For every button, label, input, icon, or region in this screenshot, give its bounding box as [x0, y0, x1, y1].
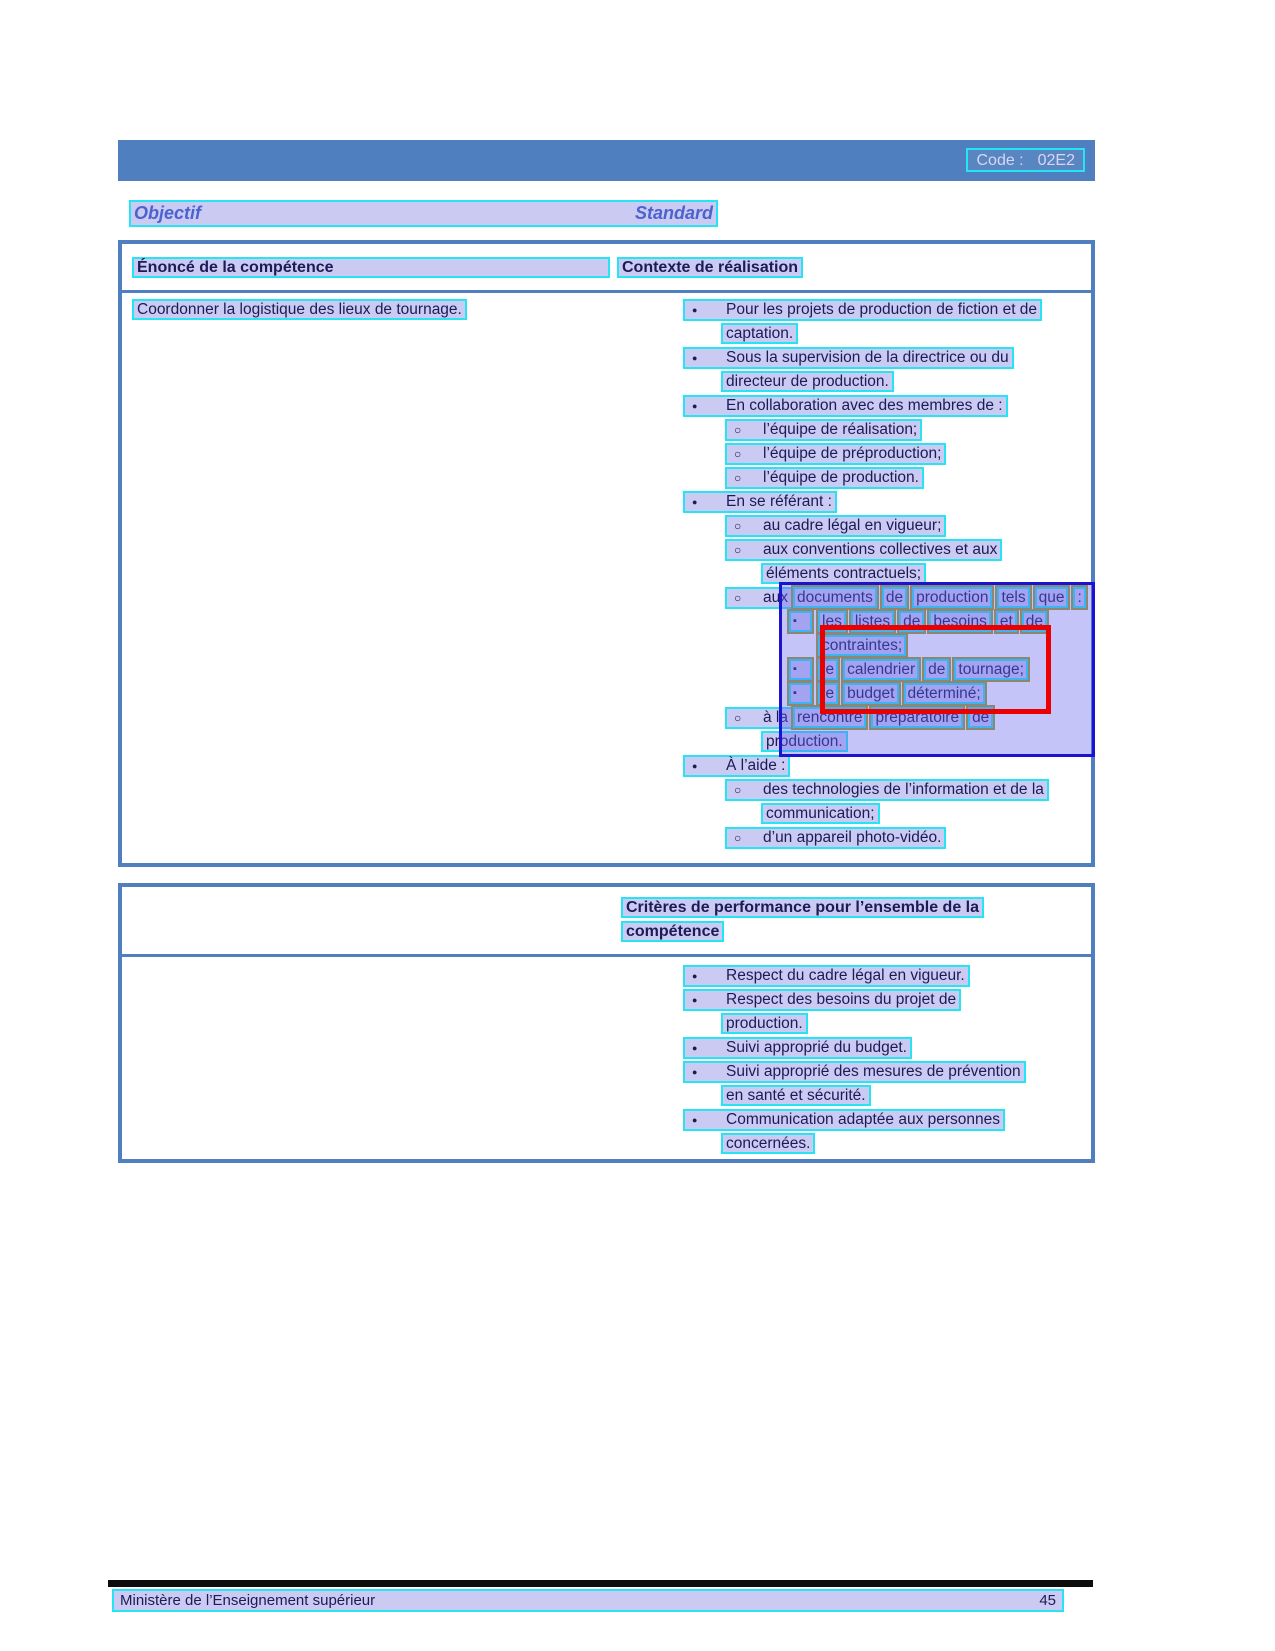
text-line — [617, 827, 1091, 851]
criteria-header-line2 — [621, 921, 984, 945]
title-standard: Standard — [634, 203, 713, 223]
code-label: Code : — [976, 152, 1024, 169]
text-line — [617, 611, 1091, 635]
ocr-line-box: communication; — [761, 803, 880, 824]
text-line — [617, 1133, 1091, 1157]
ocr-line-box: concernées. — [721, 1133, 815, 1154]
ocr-word-box: de — [968, 707, 993, 728]
bullet-disc-icon: ● — [692, 1067, 698, 1077]
bullet-disc-icon: ● — [692, 401, 698, 411]
text-line — [617, 659, 1091, 683]
footer-band — [112, 1589, 1064, 1612]
bullet-circle-icon: ○ — [734, 831, 742, 845]
bullet-circle-icon: ○ — [734, 783, 742, 797]
ocr-line-box: ○ au cadre légal en vigueur; — [725, 515, 946, 537]
criteria-header-text2: compétence — [621, 921, 724, 942]
text-line — [617, 635, 1091, 659]
bullet-disc-icon: ● — [692, 995, 698, 1005]
text-line — [617, 731, 1091, 755]
table1-header-left — [122, 257, 617, 278]
bullet-disc-icon: ● — [692, 497, 698, 507]
ocr-line-box: ○ aux conventions collectives et aux — [725, 539, 1002, 561]
context-list — [617, 299, 1091, 851]
bullet-square-icon: ▪ — [789, 659, 812, 680]
ocr-line-box: ● Pour les projets de production de fiction et de — [683, 299, 1042, 321]
ocr-line-box: production. — [761, 731, 848, 752]
ocr-line-box: ○ aux — [725, 587, 793, 609]
text-line — [617, 515, 1091, 539]
ocr-line-box: en santé et sécurité. — [721, 1085, 871, 1106]
ocr-word-box: calendrier — [843, 659, 919, 680]
ocr-line-box: ○ l’équipe de production. — [725, 467, 924, 489]
ocr-word-box: production — [912, 587, 992, 608]
bullet-square-icon: ▪ — [789, 611, 812, 632]
table1-body — [122, 293, 1091, 851]
ocr-word-box: besoins — [929, 611, 990, 632]
ocr-line-box: ○ l’équipe de réalisation; — [725, 419, 922, 441]
text-line — [617, 467, 1091, 491]
criteria-cell — [617, 965, 1091, 1157]
ocr-line-box: ○ des technologies de l’information et de la — [725, 779, 1049, 801]
header-contexte: Contexte de réalisation — [617, 257, 803, 278]
ocr-line-box: ● Suivi approprié des mesures de prévention — [683, 1061, 1026, 1083]
table1-header-right — [617, 257, 1091, 278]
criteria-header-text1: Critères de performance pour l’ensemble de la — [621, 897, 984, 918]
table2-header-row — [122, 887, 1091, 957]
bullet-circle-icon: ○ — [734, 471, 742, 485]
bullet-circle-icon: ○ — [734, 519, 742, 533]
bullet-circle-icon: ○ — [734, 423, 742, 437]
bullet-circle-icon: ○ — [734, 711, 742, 725]
ocr-word-box: rencontre — [793, 707, 866, 728]
ocr-word-box: documents — [793, 587, 877, 608]
footer-rule — [108, 1580, 1093, 1587]
text-line — [617, 1061, 1091, 1085]
ocr-line-box: ● Respect du cadre légal en vigueur. — [683, 965, 970, 987]
ocr-line-box: ○ d’un appareil photo-vidéo. — [725, 827, 946, 849]
title-objectif: Objectif — [134, 203, 202, 223]
text-line — [617, 707, 1091, 731]
ocr-line-box: ○ l’équipe de préproduction; — [725, 443, 946, 465]
ocr-line-box: ● Suivi approprié du budget. — [683, 1037, 912, 1059]
bullet-circle-icon: ○ — [734, 447, 742, 461]
text-line — [617, 395, 1091, 419]
text-line — [617, 1085, 1091, 1109]
ocr-word-box: le — [818, 659, 838, 680]
text-line — [617, 755, 1091, 779]
code-box — [966, 148, 1085, 172]
ocr-line-box: éléments contractuels; — [761, 563, 926, 584]
code-value: 02E2 — [1037, 152, 1075, 169]
table1-header-row — [122, 244, 1091, 293]
criteria-table — [118, 883, 1095, 1163]
ocr-line-box: captation. — [721, 323, 798, 344]
text-line — [617, 965, 1091, 989]
text-line — [617, 989, 1091, 1013]
criteria-header-line1 — [621, 897, 984, 921]
footer-ministry: Ministère de l’Enseignement supérieur — [120, 1592, 376, 1609]
ocr-word-box: le — [818, 683, 838, 704]
bullet-disc-icon: ● — [692, 1115, 698, 1125]
ocr-line-box: ○ à la — [725, 707, 793, 729]
criteria-empty-cell — [122, 965, 617, 1157]
bullet-circle-icon: ○ — [734, 591, 742, 605]
ocr-word-box: déterminé; — [904, 683, 985, 704]
table2-header-cell — [122, 897, 984, 945]
ocr-line-box: ● En se référant : — [683, 491, 837, 513]
ocr-word-box: les — [818, 611, 846, 632]
bullet-disc-icon: ● — [692, 971, 698, 981]
text-line — [617, 491, 1091, 515]
ocr-word-box: préparatoire — [871, 707, 963, 728]
ocr-line-box: ● En collaboration avec des membres de : — [683, 395, 1008, 417]
header-enonce: Énoncé de la compétence — [132, 257, 610, 278]
ocr-word-box: listes — [851, 611, 894, 632]
ocr-line-box: ● Communication adaptée aux personnes — [683, 1109, 1005, 1131]
bullet-disc-icon: ● — [692, 1043, 698, 1053]
bullet-circle-icon: ○ — [734, 543, 742, 557]
ocr-word-box: tournage; — [954, 659, 1028, 680]
ocr-line-box: ● Sous la supervision de la directrice ou du — [683, 347, 1014, 369]
ocr-word-box: que — [1035, 587, 1069, 608]
ocr-word-box: budget — [843, 683, 898, 704]
title-band — [129, 200, 718, 227]
text-line — [617, 779, 1091, 803]
text-line — [617, 1037, 1091, 1061]
text-line — [617, 563, 1091, 587]
ocr-line-box: directeur de production. — [721, 371, 894, 392]
bullet-disc-icon: ● — [692, 761, 698, 771]
ocr-line-box: production. — [721, 1013, 808, 1034]
ocr-word-box: de — [1022, 611, 1047, 632]
bullet-square-icon: ▪ — [789, 683, 812, 704]
text-line — [617, 1109, 1091, 1133]
text-line — [617, 803, 1091, 827]
text-line — [617, 443, 1091, 467]
top-banner — [118, 140, 1095, 181]
ocr-word-box: de — [882, 587, 907, 608]
criteria-list — [617, 965, 1091, 1157]
text-line — [617, 1013, 1091, 1037]
ocr-word-box: et — [996, 611, 1017, 632]
text-line — [617, 419, 1091, 443]
ocr-line-box: ● Respect des besoins du projet de — [683, 989, 961, 1011]
context-cell — [617, 299, 1091, 851]
table2-body — [122, 957, 1091, 1157]
text-line — [617, 347, 1091, 371]
footer-page-number: 45 — [1039, 1592, 1056, 1609]
ocr-line-box: ● À l’aide : — [683, 755, 790, 777]
text-line — [617, 371, 1091, 395]
competence-cell — [122, 299, 617, 851]
text-line — [617, 587, 1091, 611]
text-line — [617, 323, 1091, 347]
competence-table — [118, 240, 1095, 867]
bullet-disc-icon: ● — [692, 353, 698, 363]
ocr-word-box: tels — [997, 587, 1029, 608]
ocr-word-box: contraintes; — [818, 635, 906, 656]
ocr-word-box: de — [899, 611, 924, 632]
bullet-disc-icon: ● — [692, 305, 698, 315]
ocr-word-box: : — [1073, 587, 1085, 608]
text-line — [617, 539, 1091, 563]
ocr-word-box: de — [924, 659, 949, 680]
text-line — [617, 299, 1091, 323]
text-line — [617, 683, 1091, 707]
competence-statement: Coordonner la logistique des lieux de tournage. — [132, 299, 467, 320]
